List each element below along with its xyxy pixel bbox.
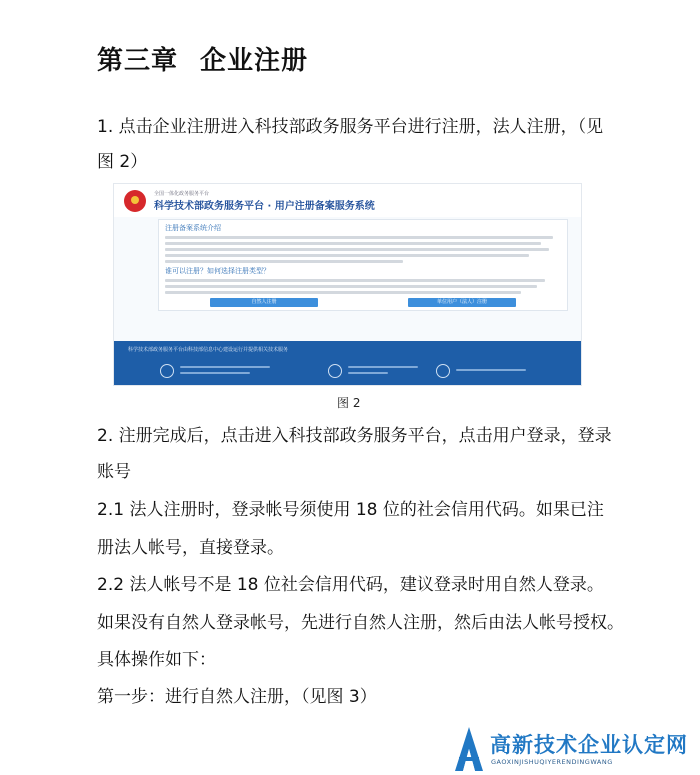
figure-question: 谁可以注册？如何选择注册类型？ [165,267,270,275]
watermark-subtext: GAOXINJISHUQIYERENDINGWANG [491,758,613,766]
watermark-text: 高新技术企业认定网 [490,733,688,757]
figure-small-title: 全国一体化政务服务平台 [154,190,210,197]
logo-mark-icon [455,727,483,771]
paragraph-2-2-line-2: 如果没有自然人登录帐号，先进行自然人注册，然后由法人帐号授权。 [97,613,624,633]
chapter-number: 第三章 [97,46,179,76]
figure-title: 科学技术部政务服务平台 · 用户注册备案服务系统 [154,200,375,212]
support-icon [436,364,450,378]
watermark-logo [455,725,700,775]
chapter-heading [97,40,308,77]
figure-intro-box [158,219,568,311]
phone-icon [160,364,174,378]
paragraph-2-2-line-3: 具体操作如下： [97,650,216,670]
figure-header [114,184,581,217]
figure-caption: 图 2 [337,396,361,410]
national-emblem-icon [124,190,146,212]
natural-person-register-button[interactable]: 自然人注册 [210,298,318,307]
figure-box-title: 注册备案系统介绍 [165,224,221,232]
paragraph-2-line-2: 账号 [97,462,131,482]
figure-footer-text: 科学技术部政务服务平台由科技部信息中心建设运行并提供相关技术服务 [128,347,289,353]
figure-buttons [165,298,561,307]
paragraph-2-line-1: 2. 注册完成后，点击进入科技部政务服务平台，点击用户登录，登录 [97,426,612,446]
step-1-text: 第一步：进行自然人注册，（见图 3） [97,687,377,707]
figure-footer [114,341,581,385]
paragraph-1-line-1: 1. 点击企业注册进入科技部政务服务平台进行注册，法人注册，（见 [97,117,604,137]
figure-screenshot [113,183,582,386]
paragraph-2-2-line-1: 2.2 法人帐号不是 18 位社会信用代码，建议登录时用自然人登录。 [97,575,604,595]
legal-person-register-button[interactable]: 单位用户（法人）注册 [408,298,516,307]
chapter-title: 企业注册 [200,46,309,76]
paragraph-2-1-line-2: 册法人帐号，直接登录。 [97,538,284,558]
paragraph-1-line-2: 图 2） [97,152,148,172]
paragraph-2-1-line-1: 2.1 法人注册时，登录帐号须使用 18 位的社会信用代码。如果已注 [97,500,604,520]
mail-icon [328,364,342,378]
